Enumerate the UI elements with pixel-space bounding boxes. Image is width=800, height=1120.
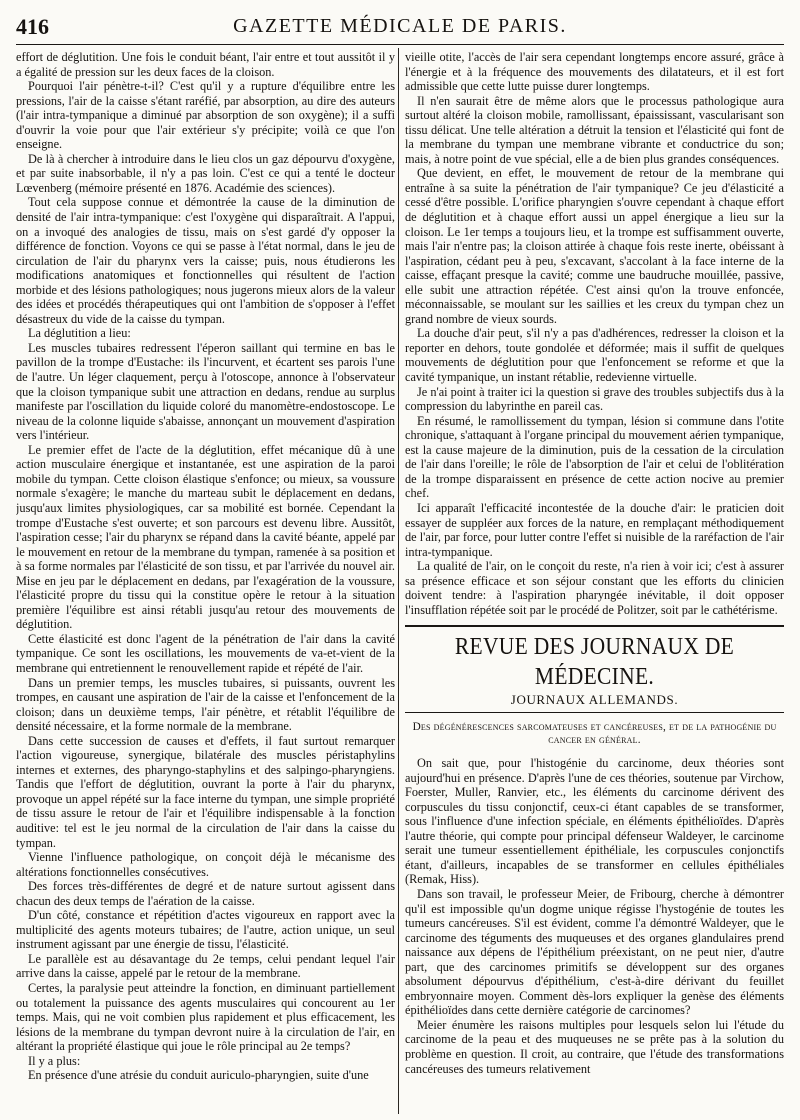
- article-continuation: [405, 50, 784, 617]
- paragraph: Certes, la paralysie peut atteindre la fonction, en diminuant partiellement ou totalement la puissance des agents musculaires qui concourent au 1er temps. Mais, qui ne voit combien plus rapidement et plus efficacement, les lésions de la membrane du tympan devront nuire à la circulation de l'air, en altérant la propriété élastique qui joue le rôle principal au 2e temps?: [16, 981, 395, 1054]
- paragraph: En présence d'une atrésie du conduit auriculo-pharyngien, suite d'une: [28, 1068, 369, 1083]
- paragraph: Vienne l'influence pathologique, on conçoit déjà le mécanisme des altérations fonctionnelles consécutives.: [16, 850, 395, 879]
- left-column: [16, 50, 395, 1114]
- paragraph: On sait que, pour l'histogénie du carcinome, deux théories sont aujourd'hui en présence. D'après l'une de ces théories, soutenue par Virchow, Foerster, Muller, Ranvier, etc., les éléments du carcinome dérivent des corpuscules du tissu conjonctif, ceux-ci étant capables de se transformer, sous l'influence d'une infection spéciale, en éléments épithélioïdes. D'après l'autre théorie, qui compte pour principal défenseur Waldeyer, le carcinome serait une tumeur essentiellement épithéliale, les corpuscules conjonctifs étant, d'ailleurs, incapables de se transformer en cellules épithéliales (Remak, Hiss).: [405, 756, 784, 887]
- paragraph: La douche d'air peut, s'il n'y a pas d'adhérences, redresser la cloison et la reporter en dehors, toute gondolée et déformée; mais il suffit de quelques mouvements de déglutition pour que l'enfoncement se reforme et que la cavité tympanique, un instant rétablie, redevienne virtuelle.: [405, 326, 784, 385]
- paragraph: Il y a plus:: [28, 1053, 81, 1068]
- paragraph: Le premier effet de l'acte de la déglutition, effet mécanique dû à une action musculaire énergique et instantanée, est une aspiration de la paroi mobile du tympan. Cette cloison élastique s'enfonce; ou mieux, sa voussure normale s'exagère; le manche du marteau subit le déplacement en dedans, jusqu'aux limites physiologiques, car sa mobilité est bornée. Cependant la trompe d'Eustache s'est ouverte; et son parcours est devenu libre. Aussitôt, l'aspiration cesse; l'air du pharynx se répand dans la cavité béante, appelé par le mouvement en retour de la membrane du tympan, ramenée à sa position et à sa forme normales par l'élasticité de son tissu, et par l'arrivée du nouvel air. Mise en jeu par le déplacement en dedans, par l'exagération de la voussure, l'élasticité propre du tissu qui la constitue opère le retour à la situation première l'équilibre est ainsi rétabli jusqu'au retour des mouvements de déglutition.: [16, 442, 395, 632]
- paragraph: La déglutition a lieu:: [28, 326, 131, 341]
- section-subtitle: JOURNAUX ALLEMANDS.: [510, 692, 679, 708]
- paragraph: Dans son travail, le professeur Meier, de Fribourg, cherche à démontrer qu'il est impossible qu'un dogme unique régisse l'hystogénie de toutes les tumeurs cancéreuses. S'il est évident, comme l'a démontré Waldeyer, que le carcinome des téguments des muqueuses et des organes glandulaires prend naissance aux dépens de l'épithélium préexistant, on ne peut nier, d'autre part, que des carcinomes primitifs se développent sur des organes absolument dépourvus d'épithélium, c'est-à-dire dérivant du feuillet embryonnaire moyen. Comment dès-lors expliquer la genèse des éléments épithélioïdes dans cette dernière catégorie de carcinomes?: [405, 886, 784, 1018]
- article-body: [405, 756, 784, 1076]
- header-rule: [16, 44, 784, 45]
- paragraph: Cette élasticité est donc l'agent de la pénétration de l'air dans la cavité tympanique. Ce sont les oscillations, les mouvements de va-et-vient de la membrane qui entretiennent le renouvellement rapide et répété de l'air.: [16, 631, 395, 675]
- paragraph: Tout cela suppose connue et démontrée la cause de la diminution de densité de l'air intra-tympanique: c'est l'oxygène qui disparaîtrait. A l'appui, on a invoqué des analogies de tissu, mais on s'est gardé d'y opposer la différence de fonction. Voyons ce qui se passe à l'état normal, dans le jeu de circulation de l'air du pharynx vers la caisse; puis, nous étudierons les modifications anatomiques et fonctionnelles qui résultent de l'action morbide et des lésions pathologiques; nous jugerons mieux alors de la valeur des idées et procédés thérapeutiques qui ont l'ambition de s'opposer à l'effet désastreux du vide de la caisse du tympan.: [16, 195, 395, 326]
- section-banner: [405, 625, 784, 713]
- paragraph: effort de déglutition. Une fois le conduit béant, l'air entre et tout aussitôt il y a égalité de pression sur les deux faces de la cloison.: [16, 50, 395, 79]
- article-title: Des dégénérescences sarcomateuses et cancéreuses, et de la pathogénie du cancer en général.: [412, 720, 777, 747]
- paragraph: Je n'ai point à traiter ici la question si grave des troubles subjectifs dus à la compression du labyrinthe en pareil cas.: [405, 384, 784, 414]
- paragraph: De là à chercher à introduire dans le lieu clos un gaz dépourvu d'oxygène, et par suite inabsorbable, il n'y a pas loin. C'est ce qui a tenté le docteur Lœvenberg (mémoire présenté en 1876. Académie des sciences).: [16, 151, 395, 195]
- paragraph: Pourquoi l'air pénètre-t-il? C'est qu'il y a rupture d'équilibre entre les pressions, l'air de la caisse s'étant raréfié, par absorption, au dire des auteurs (l'air intra-tympanique a diminué par absorption de son oxygène); il a suffi d'ouvrir la voie pour que l'air extérieur s'y précipite; voilà ce que l'on enseigne.: [16, 79, 395, 152]
- paragraph: En résumé, le ramollissement du tympan, lésion si commune dans l'otite chronique, s'attaquant à l'organe principal du mouvement aérien tympanique, est la cause majeure de la diminution, puis de la cessation de la circulation de l'air dans l'oreille; le rôle de l'absorption de l'air et celui de l'oblitération de la trompe disparaissent en présence de cette action nocive au premier chef.: [405, 413, 784, 501]
- right-column: [405, 50, 784, 1114]
- paragraph: Des forces très-différentes de degré et de nature surtout agissent dans chacun des deux temps de l'aération de la caisse.: [16, 879, 395, 908]
- paragraph: La qualité de l'air, on le conçoit du reste, n'a rien à voir ici; c'est à assurer sa présence efficace et son séjour constant que les efforts du clinicien doivent tendre: à l'aspiration pharyngée inévitable, il doit opposer l'insufflation répétée soit par le procédé de Politzer, soit par le cathétérisme.: [405, 559, 784, 617]
- paragraph: Ici apparaît l'efficacité incontestée de la douche d'air: le praticien doit essayer de suppléer aux forces de la nature, en remplaçant méthodiquement de l'air, par force, pour lutter contre l'effet si nuisible de la raréfaction de l'air intra-tympanique.: [405, 500, 784, 559]
- paragraph: Meier énumère les raisons multiples pour lesquels selon lui l'étude du carcinome de la peau et des muqueuses ne se prête pas à la solution du problème en question. Il croit, au contraire, que l'étude des transformations cancéreuses des tumeurs relativement: [405, 1017, 784, 1076]
- paragraph: Dans un premier temps, les muscles tubaires, si puissants, ouvrent les trompes, en causant une aspiration de l'air de la caisse et l'enfoncement de la cloison; dans un deuxième temps, l'air pénètre, et rétablit l'équilibre de densité nécessaire, et la forme normale de la membrane.: [16, 675, 395, 734]
- paragraph: Dans cette succession de causes et d'effets, il faut surtout remarquer l'action vigoureuse, synergique, bilatérale des muscles péristaphylins internes et externes, des pharyngo-staphylins et des salpingo-pharyngiens. Tandis que l'effort de déglutition, ouvrant la porte à l'air du pharynx, provoque un appel répété sur la face interne du tympan, une simple propriété de tissu assure le retour de l'air et l'équilibre indispensable à la fonction auditive: tel est le jeu normal de la circulation de l'air dans la caisse du tympan.: [16, 733, 395, 850]
- paragraph: Le parallèle est au désavantage du 2e temps, celui pendant lequel l'air arrive dans la caisse, appelé par le retour de la membrane.: [16, 951, 395, 981]
- paragraph: Que devient, en effet, le mouvement de retour de la membrane qui entraîne à sa suite la pénétration de l'air tympanique? Ce jeu d'élasticité a cessé d'être possible. L'orifice pharyngien s'ouvre cependant à chaque effort de déglutition et à chaque effort aussi un appel énergique a lieu sur la cloison. Le 1er temps a toujours lieu, et la trompe est suffisamment ouverte, mais l'air n'entre pas; la cloison attirée à chaque fois reste inerte, obéissant à l'aspiration, cédant peu à peu, s'excavant, s'accolant à la face interne de la caisse, effaçant presque la cavité; comme une baudruche mouillée, passive, elle subit une attraction répétée. C'est ainsi qu'on la trouve enfoncée, méconnaissable, se moulant sur les saillies et les creux du tympan chez un grand nombre de vieux sourds.: [405, 166, 784, 326]
- paragraph: D'un côté, constance et répétition d'actes vigoureux en rapport avec la multiplicité des agents moteurs tubaires; de l'autre, action unique, un seul instrument agissant par une énergie de tissu, l'élasticité.: [16, 908, 395, 952]
- paragraph: Il n'en saurait être de même alors que le processus pathologique aura surtout altéré la cloison mobile, ramollissant, épaississant, vascularisant son tissu délicat. Une telle altération a détruit la tension et l'élasticité qui font de la membrane du tympan une membrane vibrante et conductrice du son; mais, à notre point de vue spécial, elle a de bien plus grandes conséquences.: [405, 93, 784, 166]
- paragraph: vieille otite, l'accès de l'air sera cependant longtemps encore assuré, grâce à l'énergie et à la fréquence des mouvements des dilatateurs, et il est fort admissible que cette lutte puisse durer longtemps.: [405, 50, 784, 94]
- column-rule: [398, 48, 399, 1114]
- section-title: REVUE DES JOURNAUX DE MÉDECINE.: [454, 632, 735, 691]
- page-number: 416: [16, 14, 49, 39]
- paragraph: Les muscles tubaires redressent l'éperon saillant qui termine en bas le pavillon de la trompe d'Eustache: ils l'incurvent, et écartent ses parois l'une de l'autre. Un léger claquement, perçu à l'otoscope, annonce à l'observateur que la cloison tympanique subit une attraction en dedans, rendue au surplus manifeste par l'oscillation du liquide coloré du manomètre-endostoscope. Le niveau de la colonne liquide s'abaisse, annonçant un mouvement d'aspiration vers l'intérieur.: [16, 340, 395, 443]
- running-title: GAZETTE MÉDICALE DE PARIS.: [233, 15, 567, 37]
